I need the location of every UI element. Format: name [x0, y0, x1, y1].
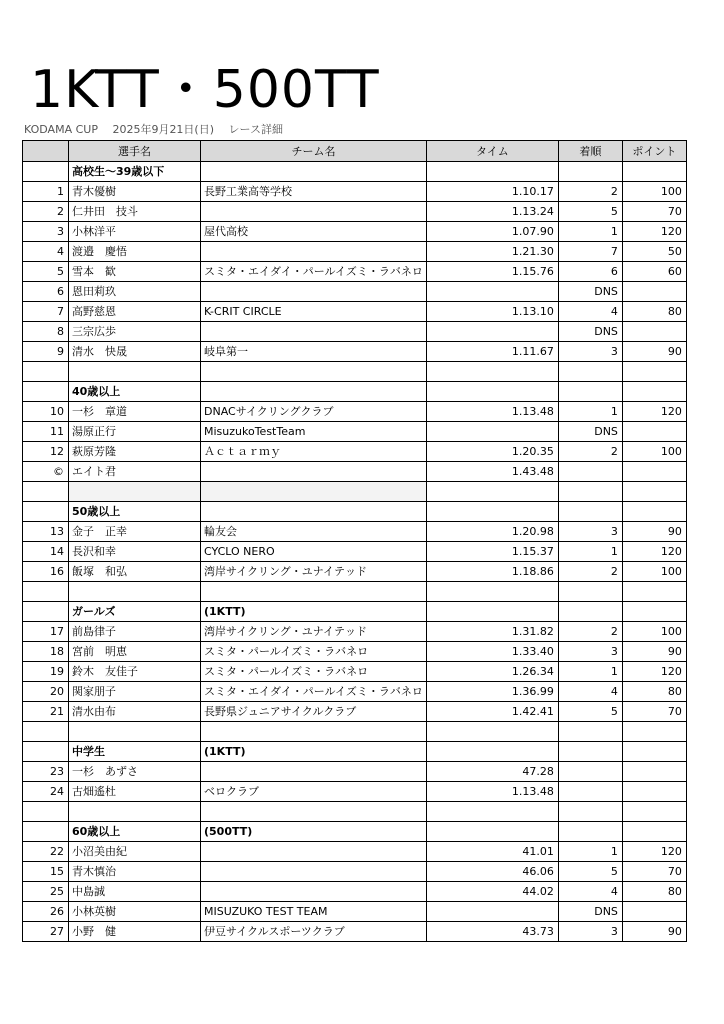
table-row — [23, 682, 687, 702]
rider-number: © — [23, 462, 69, 482]
blank-cell — [622, 582, 686, 602]
finish-rank: 1 — [558, 402, 622, 422]
team-name: 湾岸サイクリング・ユナイテッド — [201, 562, 427, 582]
table-row — [23, 262, 687, 282]
rider-number: 15 — [23, 862, 69, 882]
finish-rank: 7 — [558, 242, 622, 262]
rider-number: 18 — [23, 642, 69, 662]
finish-rank: 1 — [558, 542, 622, 562]
finish-rank: 5 — [558, 702, 622, 722]
points: 120 — [622, 842, 686, 862]
finish-time — [426, 282, 558, 302]
section-condition: (500TT) — [201, 822, 427, 842]
points-cell — [622, 602, 686, 622]
blank-cell — [201, 802, 427, 822]
finish-rank: 4 — [558, 682, 622, 702]
rider-number: 17 — [23, 622, 69, 642]
rider-number: 8 — [23, 322, 69, 342]
team-name — [201, 282, 427, 302]
rider-number: 16 — [23, 562, 69, 582]
time-cell — [426, 742, 558, 762]
points — [622, 762, 686, 782]
section-row — [23, 502, 687, 522]
points: 100 — [622, 182, 686, 202]
rider-number: 14 — [23, 542, 69, 562]
rider-name: 青木慎治 — [69, 862, 201, 882]
table-row — [23, 202, 687, 222]
finish-rank: 2 — [558, 182, 622, 202]
section-title: ガールズ — [69, 602, 201, 622]
team-name: 長野県ジュニアサイクルクラブ — [201, 702, 427, 722]
finish-rank: 3 — [558, 642, 622, 662]
row-number-cell — [23, 162, 69, 182]
points: 80 — [622, 682, 686, 702]
blank-cell — [558, 582, 622, 602]
rider-number: 12 — [23, 442, 69, 462]
finish-time: 1.13.48 — [426, 782, 558, 802]
blank-cell — [426, 582, 558, 602]
row-number-cell — [23, 502, 69, 522]
points — [622, 462, 686, 482]
blank-row — [23, 802, 687, 822]
blank-cell — [558, 722, 622, 742]
team-name: MisuzukoTestTeam — [201, 422, 427, 442]
rider-name: 清水由布 — [69, 702, 201, 722]
blank-cell — [23, 482, 69, 502]
rider-name: 高野慈恩 — [69, 302, 201, 322]
finish-time: 1.21.30 — [426, 242, 558, 262]
rider-number: 21 — [23, 702, 69, 722]
finish-rank: 5 — [558, 202, 622, 222]
rider-number: 23 — [23, 762, 69, 782]
table-row — [23, 342, 687, 362]
results-table — [22, 140, 687, 942]
table-row — [23, 222, 687, 242]
finish-time: 1.18.86 — [426, 562, 558, 582]
points: 90 — [622, 642, 686, 662]
rider-name: 一杉 章道 — [69, 402, 201, 422]
rider-name: 一杉 あずさ — [69, 762, 201, 782]
finish-time: 44.02 — [426, 882, 558, 902]
table-row — [23, 542, 687, 562]
section-title: 高校生～39歳以下 — [69, 162, 201, 182]
blank-cell — [201, 722, 427, 742]
finish-rank: DNS — [558, 282, 622, 302]
rider-name: 渡邉 慶悟 — [69, 242, 201, 262]
points: 120 — [622, 542, 686, 562]
blank-cell — [23, 362, 69, 382]
finish-time: 1.10.17 — [426, 182, 558, 202]
table-row — [23, 882, 687, 902]
rider-number: 20 — [23, 682, 69, 702]
rider-number: 5 — [23, 262, 69, 282]
table-row — [23, 522, 687, 542]
team-name: スミタ・エイダイ・パールイズミ・ラバネロ — [201, 262, 427, 282]
blank-row — [23, 482, 687, 502]
team-name — [201, 842, 427, 862]
row-number-cell — [23, 382, 69, 402]
table-row — [23, 902, 687, 922]
rider-number: 2 — [23, 202, 69, 222]
rider-number: 26 — [23, 902, 69, 922]
finish-rank — [558, 762, 622, 782]
time-cell — [426, 502, 558, 522]
blank-cell — [69, 802, 201, 822]
points: 100 — [622, 442, 686, 462]
finish-rank: 2 — [558, 622, 622, 642]
finish-time: 1.13.24 — [426, 202, 558, 222]
team-name: 屋代高校 — [201, 222, 427, 242]
team-name — [201, 862, 427, 882]
blank-row — [23, 362, 687, 382]
blank-row — [23, 722, 687, 742]
points-cell — [622, 822, 686, 842]
rider-number: 13 — [23, 522, 69, 542]
rider-name: 長沢和幸 — [69, 542, 201, 562]
rider-number: 19 — [23, 662, 69, 682]
finish-time — [426, 422, 558, 442]
table-row — [23, 182, 687, 202]
rider-name: エイト君 — [69, 462, 201, 482]
team-name: Ａｃｔａｒｍｙ — [201, 442, 427, 462]
finish-time: 1.33.40 — [426, 642, 558, 662]
rider-number: 9 — [23, 342, 69, 362]
table-row — [23, 422, 687, 442]
finish-time: 1.11.67 — [426, 342, 558, 362]
finish-rank: 1 — [558, 842, 622, 862]
finish-rank: 3 — [558, 922, 622, 942]
table-row — [23, 762, 687, 782]
points: 120 — [622, 222, 686, 242]
team-name: 伊豆サイクルスポーツクラブ — [201, 922, 427, 942]
section-title: 50歳以上 — [69, 502, 201, 522]
finish-time: 1.26.34 — [426, 662, 558, 682]
blank-cell — [23, 582, 69, 602]
row-number-cell — [23, 822, 69, 842]
blank-cell — [426, 802, 558, 822]
rider-name: 雪本 歓 — [69, 262, 201, 282]
finish-time: 1.20.98 — [426, 522, 558, 542]
points — [622, 282, 686, 302]
team-name: スミタ・エイダイ・パールイズミ・ラバネロ — [201, 682, 427, 702]
finish-rank: DNS — [558, 322, 622, 342]
rank-cell — [558, 382, 622, 402]
points-cell — [622, 382, 686, 402]
rider-name: 宮前 明恵 — [69, 642, 201, 662]
rider-name: 清水 快晟 — [69, 342, 201, 362]
finish-time: 43.73 — [426, 922, 558, 942]
finish-time: 1.36.99 — [426, 682, 558, 702]
team-name — [201, 882, 427, 902]
page-subtitle: KODAMA CUP 2025年9月21日(日) レース詳細 — [24, 123, 283, 136]
finish-time: 1.13.48 — [426, 402, 558, 422]
finish-time: 1.15.37 — [426, 542, 558, 562]
finish-time: 41.01 — [426, 842, 558, 862]
rider-number: 24 — [23, 782, 69, 802]
team-name: DNACサイクリングクラブ — [201, 402, 427, 422]
table-row — [23, 922, 687, 942]
blank-cell — [201, 362, 427, 382]
finish-time: 1.31.82 — [426, 622, 558, 642]
finish-time: 1.15.76 — [426, 262, 558, 282]
team-name: スミタ・パールイズミ・ラバネロ — [201, 662, 427, 682]
blank-cell — [622, 482, 686, 502]
points: 90 — [622, 342, 686, 362]
points: 90 — [622, 522, 686, 542]
section-row — [23, 382, 687, 402]
time-cell — [426, 162, 558, 182]
col-header-time: タイム — [426, 141, 558, 162]
rider-name: 萩原芳隆 — [69, 442, 201, 462]
points-cell — [622, 742, 686, 762]
blank-cell — [426, 722, 558, 742]
table-header-row — [23, 141, 687, 162]
blank-cell — [69, 362, 201, 382]
points: 80 — [622, 882, 686, 902]
team-name — [201, 202, 427, 222]
blank-cell — [201, 482, 427, 502]
rider-number: 7 — [23, 302, 69, 322]
rider-number: 3 — [23, 222, 69, 242]
finish-rank: DNS — [558, 902, 622, 922]
rider-name: 小野 健 — [69, 922, 201, 942]
rider-name: 飯塚 和弘 — [69, 562, 201, 582]
finish-rank — [558, 462, 622, 482]
rider-name: 小沼美由紀 — [69, 842, 201, 862]
team-name: K-CRIT CIRCLE — [201, 302, 427, 322]
blank-cell — [426, 362, 558, 382]
points: 60 — [622, 262, 686, 282]
points-cell — [622, 162, 686, 182]
rider-name: 中島誠 — [69, 882, 201, 902]
table-row — [23, 862, 687, 882]
blank-cell — [622, 362, 686, 382]
team-name: 岐阜第一 — [201, 342, 427, 362]
points: 120 — [622, 662, 686, 682]
table-row — [23, 782, 687, 802]
finish-rank: 2 — [558, 442, 622, 462]
rider-number: 25 — [23, 882, 69, 902]
team-name: CYCLO NERO — [201, 542, 427, 562]
rider-name: 関家朋子 — [69, 682, 201, 702]
table-row — [23, 402, 687, 422]
finish-time — [426, 902, 558, 922]
rider-name: 小林洋平 — [69, 222, 201, 242]
section-row — [23, 162, 687, 182]
section-row — [23, 602, 687, 622]
time-cell — [426, 602, 558, 622]
finish-rank: 3 — [558, 342, 622, 362]
table-row — [23, 322, 687, 342]
rider-name: 湯原正行 — [69, 422, 201, 442]
team-name: 輪友会 — [201, 522, 427, 542]
points: 80 — [622, 302, 686, 322]
rider-number: 10 — [23, 402, 69, 422]
rider-name: 前島律子 — [69, 622, 201, 642]
blank-cell — [558, 362, 622, 382]
table-row — [23, 442, 687, 462]
rider-name: 小林英樹 — [69, 902, 201, 922]
rider-name: 鈴木 友佳子 — [69, 662, 201, 682]
rider-name: 三宗広歩 — [69, 322, 201, 342]
rider-name: 金子 正幸 — [69, 522, 201, 542]
points: 100 — [622, 622, 686, 642]
finish-time: 47.28 — [426, 762, 558, 782]
table-row — [23, 282, 687, 302]
row-number-cell — [23, 602, 69, 622]
points: 100 — [622, 562, 686, 582]
col-header-rank: 着順 — [558, 141, 622, 162]
blank-row — [23, 582, 687, 602]
blank-cell — [69, 582, 201, 602]
col-header-points: ポイント — [622, 141, 686, 162]
rank-cell — [558, 822, 622, 842]
blank-cell — [23, 802, 69, 822]
points — [622, 902, 686, 922]
team-name — [201, 462, 427, 482]
rider-name: 仁井田 技斗 — [69, 202, 201, 222]
rider-number: 1 — [23, 182, 69, 202]
row-number-cell — [23, 742, 69, 762]
finish-rank: 2 — [558, 562, 622, 582]
points: 70 — [622, 862, 686, 882]
finish-time: 1.43.48 — [426, 462, 558, 482]
finish-rank: 1 — [558, 222, 622, 242]
rider-name: 古畑遙杜 — [69, 782, 201, 802]
table-row — [23, 302, 687, 322]
time-cell — [426, 822, 558, 842]
rider-number: 22 — [23, 842, 69, 862]
finish-time: 1.20.35 — [426, 442, 558, 462]
finish-time: 1.13.10 — [426, 302, 558, 322]
blank-cell — [69, 722, 201, 742]
finish-time: 1.42.41 — [426, 702, 558, 722]
finish-rank: 3 — [558, 522, 622, 542]
rank-cell — [558, 602, 622, 622]
team-name — [201, 242, 427, 262]
col-header-team: チーム名 — [201, 141, 427, 162]
col-header-name: 選手名 — [69, 141, 201, 162]
team-name: ベロクラブ — [201, 782, 427, 802]
table-row — [23, 642, 687, 662]
rank-cell — [558, 742, 622, 762]
finish-rank: 5 — [558, 862, 622, 882]
rank-cell — [558, 162, 622, 182]
blank-cell — [558, 802, 622, 822]
finish-rank: 6 — [558, 262, 622, 282]
blank-cell — [23, 722, 69, 742]
points: 50 — [622, 242, 686, 262]
points: 120 — [622, 402, 686, 422]
team-name — [201, 322, 427, 342]
finish-rank: 4 — [558, 302, 622, 322]
team-name — [201, 762, 427, 782]
points — [622, 422, 686, 442]
team-name: 湾岸サイクリング・ユナイテッド — [201, 622, 427, 642]
rider-number: 6 — [23, 282, 69, 302]
team-name: スミタ・パールイズミ・ラバネロ — [201, 642, 427, 662]
points: 90 — [622, 922, 686, 942]
finish-time: 46.06 — [426, 862, 558, 882]
blank-cell — [622, 722, 686, 742]
section-row — [23, 822, 687, 842]
finish-time — [426, 322, 558, 342]
points-cell — [622, 502, 686, 522]
rider-number: 4 — [23, 242, 69, 262]
table-row — [23, 562, 687, 582]
table-row — [23, 842, 687, 862]
team-name: MISUZUKO TEST TEAM — [201, 902, 427, 922]
rider-number: 11 — [23, 422, 69, 442]
team-name: 長野工業高等学校 — [201, 182, 427, 202]
table-row — [23, 462, 687, 482]
table-row — [23, 242, 687, 262]
points: 70 — [622, 202, 686, 222]
section-title: 40歳以上 — [69, 382, 201, 402]
section-title: 60歳以上 — [69, 822, 201, 842]
points: 70 — [622, 702, 686, 722]
section-condition: (1KTT) — [201, 742, 427, 762]
blank-cell — [558, 482, 622, 502]
blank-cell — [201, 582, 427, 602]
rider-name: 恩田莉玖 — [69, 282, 201, 302]
points — [622, 322, 686, 342]
section-row — [23, 742, 687, 762]
blank-cell — [69, 482, 201, 502]
finish-rank: 4 — [558, 882, 622, 902]
section-condition — [201, 502, 427, 522]
finish-rank — [558, 782, 622, 802]
rank-cell — [558, 502, 622, 522]
blank-cell — [622, 802, 686, 822]
section-condition — [201, 162, 427, 182]
section-condition — [201, 382, 427, 402]
section-title: 中学生 — [69, 742, 201, 762]
section-condition: (1KTT) — [201, 602, 427, 622]
rider-number: 27 — [23, 922, 69, 942]
table-row — [23, 662, 687, 682]
rider-name: 青木優樹 — [69, 182, 201, 202]
time-cell — [426, 382, 558, 402]
finish-rank: 1 — [558, 662, 622, 682]
col-header-number — [23, 141, 69, 162]
points — [622, 782, 686, 802]
blank-cell — [426, 482, 558, 502]
table-row — [23, 702, 687, 722]
finish-rank: DNS — [558, 422, 622, 442]
table-row — [23, 622, 687, 642]
page-title: 1KTT・500TT — [30, 60, 380, 120]
finish-time: 1.07.90 — [426, 222, 558, 242]
